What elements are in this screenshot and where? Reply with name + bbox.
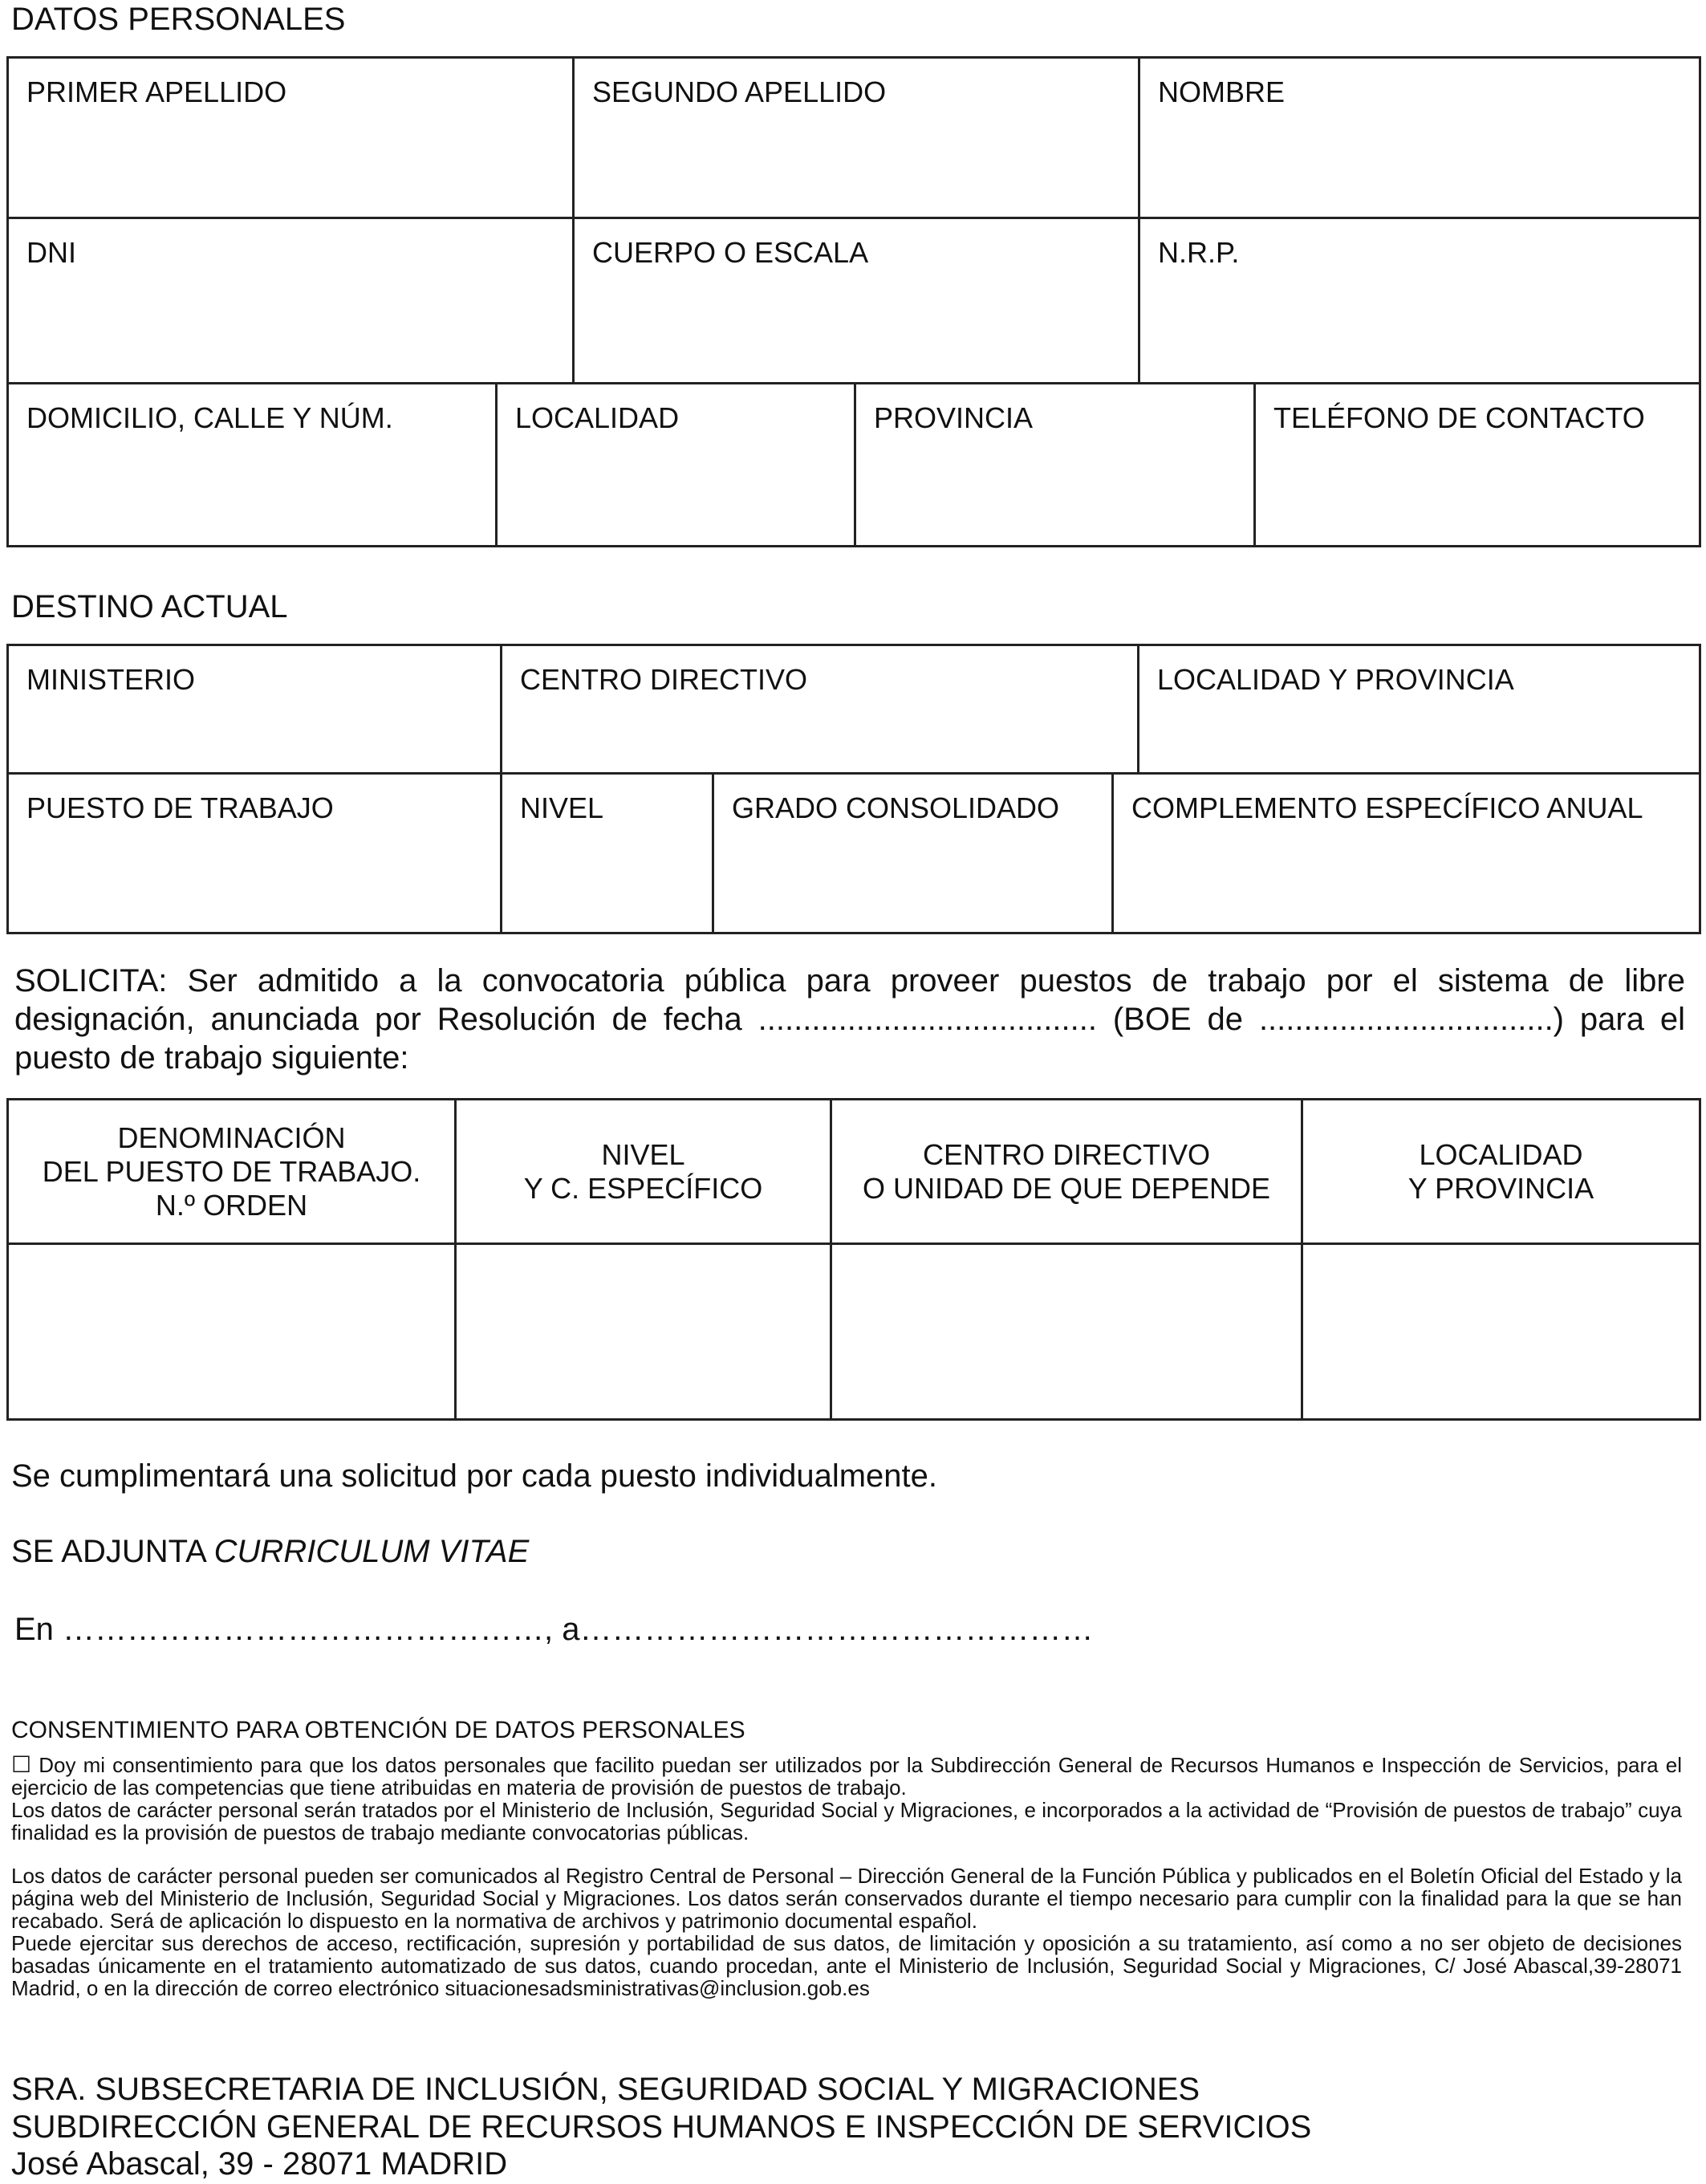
field-label: PUESTO DE TRABAJO: [26, 791, 334, 824]
consent-checkbox-row: [11, 1754, 1682, 1799]
header-post-name: [9, 1100, 457, 1245]
header-directive-center: [832, 1100, 1303, 1245]
field-directive-center[interactable]: [502, 646, 1139, 775]
consent-paragraph-1: Los datos de carácter personal serán tratados por el Ministerio de Inclusión, Seguridad Social y Migraciones, e incorporados a la actividad de “Provisión de puestos de trabajo” cuya finalidad es la provisión de puestos de trabajo mediante convocatorias públicas.: [11, 1798, 1682, 1844]
field-label: N.R.P.: [1158, 236, 1240, 269]
field-address[interactable]: [9, 384, 498, 545]
field-level[interactable]: [502, 775, 714, 932]
current-post-table: [6, 644, 1701, 934]
consent-paragraph-3: Puede ejercitar sus derechos de acceso, rectificación, supresión y portabilidad de sus datos, de limitación y oposición a su tratamiento, así como a no ser objeto de decisiones basadas únicamente en el tratamiento automatizado de sus datos, cuando procedan, ante el Ministerio de Inclusión, Seguridad Social y Migraciones, C/ José Abascal,39-28071 Madrid, o en la dirección de correo electrónico situacionesadsministrativas@inclusion.gob.es: [11, 1931, 1682, 2000]
field-label: CENTRO DIRECTIVO: [520, 663, 808, 696]
addressee-line-3: José Abascal, 39 - 28071 MADRID: [11, 2146, 508, 2182]
field-label: DOMICILIO, CALLE Y NÚM.: [26, 401, 393, 434]
field-label: SEGUNDO APELLIDO: [592, 75, 887, 108]
input-locality-province[interactable]: [1303, 1245, 1699, 1418]
attach-cv-italic: CURRICULUM VITAE: [213, 1534, 530, 1569]
consent-checkbox-text: Doy mi consentimiento para que los datos personales que facilito puedan ser utilizados por la Subdirección General de Recursos Humanos e Inspección de Servicios, para el ejercicio de las competencias que tiene atribuidas en materia de provisión de puestos de trabajo.: [11, 1753, 1682, 1800]
post-request-table: [6, 1098, 1701, 1421]
header-label: DENOMINACIÓN DEL PUESTO DE TRABAJO. N.º ORDEN: [42, 1120, 421, 1222]
input-level-complement[interactable]: [457, 1245, 832, 1418]
header-locality-province: [1303, 1100, 1699, 1245]
field-label: DNI: [26, 236, 76, 269]
addressee-line-1: SRA. SUBSECRETARIA DE INCLUSIÓN, SEGURIDAD SOCIAL Y MIGRACIONES: [11, 2072, 1200, 2107]
consent-paragraph-2: Los datos de carácter personal pueden ser comunicados al Registro Central de Personal – Dirección General de la Función Pública y publicados en el Boletín Oficial del Estado y la página web del Ministerio de Inclusión, Seguridad Social y Migraciones. Los datos serán conservados durante el tiempo necesario para cumplir con la finalidad para la que se han recabado. Será de aplicación lo dispuesto en la normativa de archivos y patrimonio documental español.: [11, 1864, 1682, 1933]
place-date-line[interactable]: En ………………………………………, a…………………………………………: [14, 1612, 1094, 1647]
field-locality[interactable]: [498, 384, 856, 545]
field-annual-complement[interactable]: [1114, 775, 1699, 932]
field-job-post[interactable]: [9, 775, 502, 932]
field-label: CUERPO O ESCALA: [592, 236, 869, 269]
input-directive-center[interactable]: [832, 1245, 1303, 1418]
header-label: CENTRO DIRECTIVO O UNIDAD DE QUE DEPENDE: [862, 1137, 1271, 1205]
field-label: PROVINCIA: [874, 401, 1034, 434]
consent-heading: CONSENTIMIENTO PARA OBTENCIÓN DE DATOS PERSONALES: [11, 1717, 745, 1743]
field-nrp[interactable]: [1140, 219, 1699, 384]
field-label: TELÉFONO DE CONTACTO: [1273, 401, 1645, 434]
personal-data-heading: DATOS PERSONALES: [11, 2, 346, 37]
field-label: GRADO CONSOLIDADO: [732, 791, 1060, 824]
field-label: MINISTERIO: [26, 663, 196, 696]
field-first-surname[interactable]: [9, 59, 575, 219]
field-dni[interactable]: [9, 219, 575, 384]
field-locality-province[interactable]: [1139, 646, 1699, 775]
field-second-surname[interactable]: [575, 59, 1140, 219]
header-level-complement: [457, 1100, 832, 1245]
field-name[interactable]: [1140, 59, 1699, 219]
header-label: LOCALIDAD Y PROVINCIA: [1407, 1137, 1594, 1205]
attach-cv-line: [11, 1534, 529, 1569]
attach-prefix: SE ADJUNTA: [11, 1534, 214, 1569]
one-per-post-note: Se cumplimentará una solicitud por cada puesto individualmente.: [11, 1458, 938, 1494]
field-province[interactable]: [856, 384, 1256, 545]
header-label: NIVEL Y C. ESPECÍFICO: [523, 1137, 763, 1205]
field-label: LOCALIDAD Y PROVINCIA: [1157, 663, 1514, 696]
field-consolidated-grade[interactable]: [714, 775, 1114, 932]
field-label: LOCALIDAD: [515, 401, 680, 434]
consent-block: [11, 1754, 1682, 1999]
personal-data-table: [6, 56, 1701, 547]
field-ministry[interactable]: [9, 646, 502, 775]
consent-checkbox[interactable]: ☐: [11, 1752, 32, 1777]
field-label: PRIMER APELLIDO: [26, 75, 287, 108]
input-post-name[interactable]: [9, 1245, 457, 1418]
current-post-heading: DESTINO ACTUAL: [11, 589, 288, 624]
request-paragraph: SOLICITA: Ser admitido a la convocatoria pública para proveer puestos de trabajo por el sistema de libre designación, anunciada por Resolución de fecha ...................................... (BOE de .................................) para el puesto de trabajo siguiente:: [14, 963, 1685, 1076]
field-body-scale[interactable]: [575, 219, 1140, 384]
addressee-line-2: SUBDIRECCIÓN GENERAL DE RECURSOS HUMANOS E INSPECCIÓN DE SERVICIOS: [11, 2109, 1312, 2145]
field-label: NOMBRE: [1158, 75, 1286, 108]
field-label: NIVEL: [520, 791, 604, 824]
field-label: COMPLEMENTO ESPECÍFICO ANUAL: [1131, 791, 1643, 824]
field-phone[interactable]: [1256, 384, 1699, 545]
